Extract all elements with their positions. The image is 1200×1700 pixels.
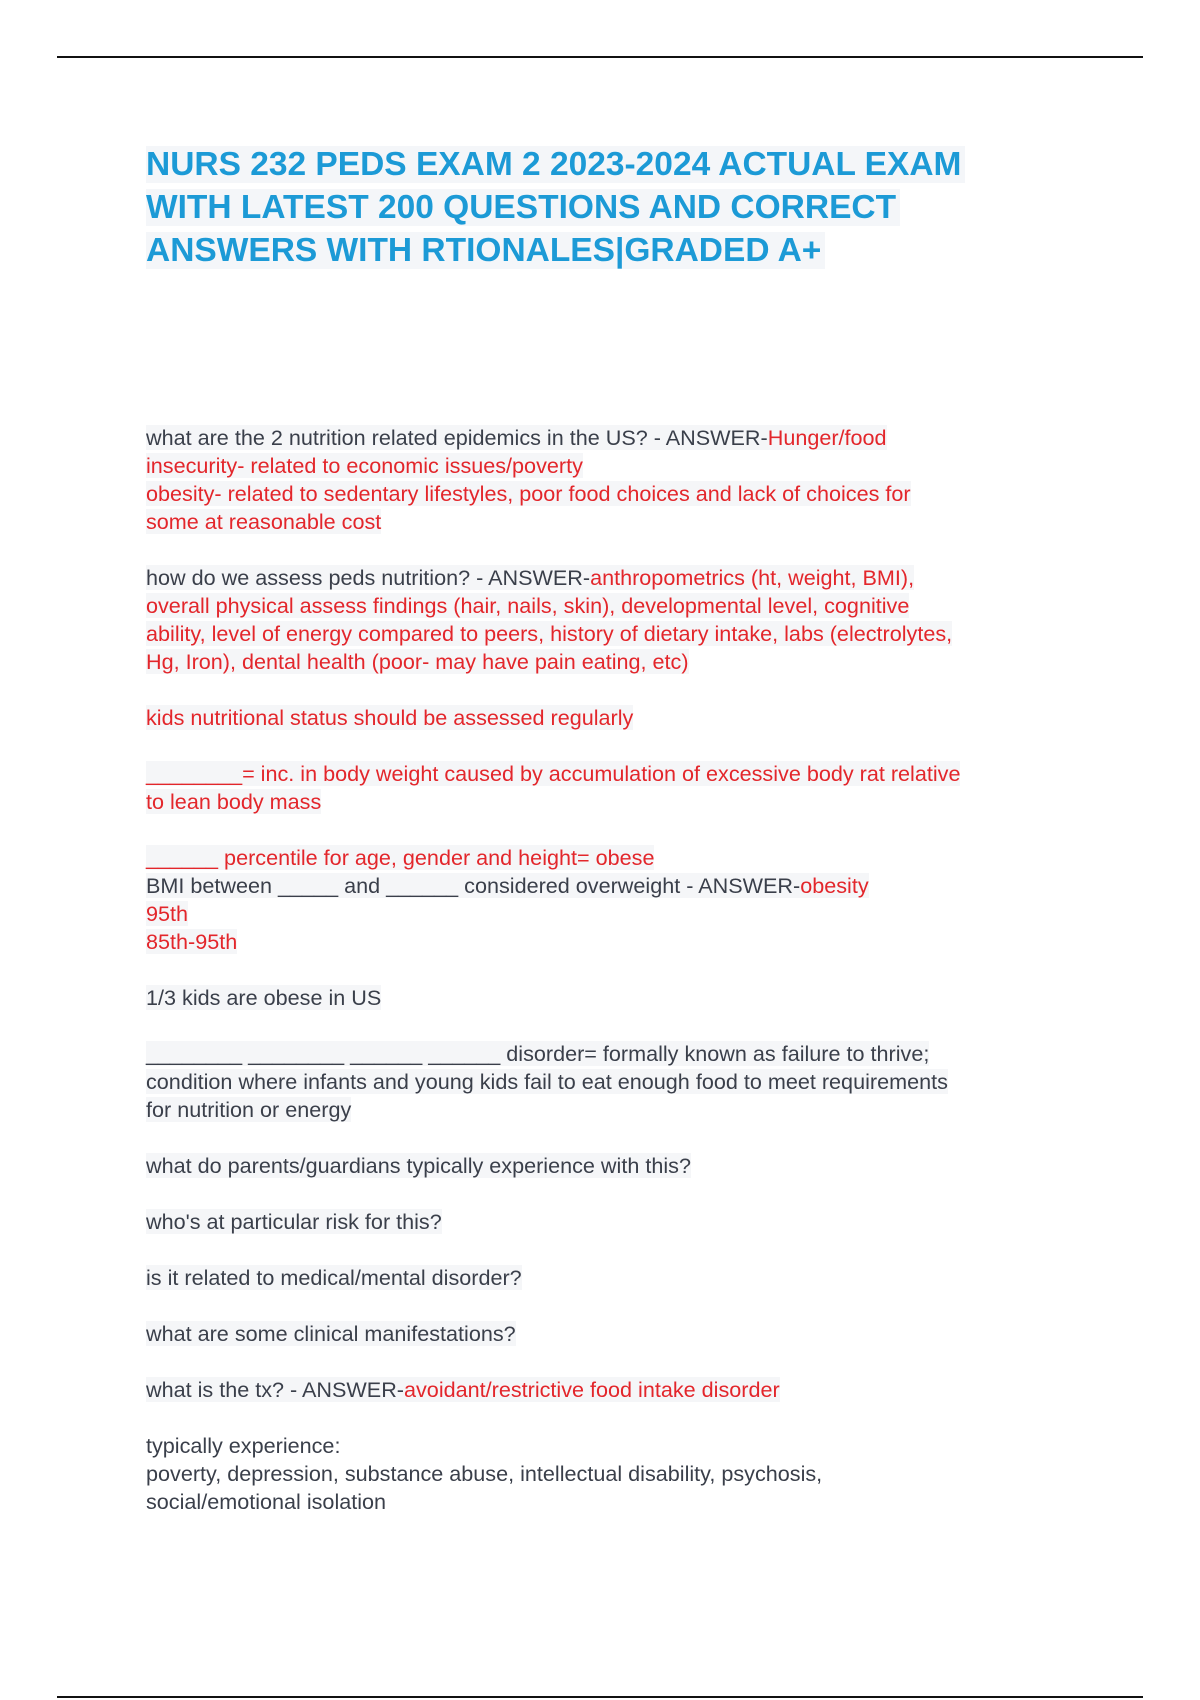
note-assessed-regularly: kids nutritional status should be assessed regularly <box>146 705 634 730</box>
qa-assess-nutrition <box>146 564 1066 676</box>
answer-line: insecurity- related to economic issues/poverty <box>146 453 583 478</box>
qa-treatment <box>146 1376 1066 1404</box>
definition-obesity: ________= inc. in body weight caused by accumulation of excessive body rat relative to lean body mass <box>146 761 961 814</box>
question-parents-experience: what do parents/guardians typically experience with this? <box>146 1153 691 1178</box>
answer-line: overall physical assess findings (hair, nails, skin), developmental level, cognitive <box>146 593 910 618</box>
title-line: NURS 232 PEDS EXAM 2 2023-2024 ACTUAL EXAM <box>146 143 1046 186</box>
answer-text: obesity <box>800 873 869 898</box>
question-text: what are the 2 nutrition related epidemics in the US? - ANSWER- <box>146 425 768 450</box>
answer-line: some at reasonable cost <box>146 509 382 534</box>
question-disorder-related: is it related to medical/mental disorder? <box>146 1265 522 1290</box>
document-title <box>146 143 1046 272</box>
title-line: WITH LATEST 200 QUESTIONS AND CORRECT <box>146 186 1046 229</box>
answer-line: obesity- related to sedentary lifestyles, poor food choices and lack of choices for <box>146 481 911 506</box>
answer-text: Hunger/food <box>767 425 887 450</box>
definition-arfid: ________ ________ ______ ______ disorder= formally known as failure to thrive; condition where infants and young kids fail to eat enough food to meet requirements for nutrition or energy <box>146 1041 948 1122</box>
qa-bmi-percentile: ______ percentile for age, gender and height= obese BMI between _____ and ______ considered overweight - ANSWER-obesity 95th 85th-95th <box>146 844 1066 956</box>
answer-text: avoidant/restrictive food intake disorder <box>404 1377 780 1402</box>
question-risk: who's at particular risk for this? <box>146 1209 442 1234</box>
title-line: ANSWERS WITH RTIONALES|GRADED A+ <box>146 229 1046 272</box>
answer-line: ability, level of energy compared to peers, history of dietary intake, labs (electrolytes, <box>146 621 953 646</box>
question-manifestations: what are some clinical manifestations? <box>146 1321 516 1346</box>
question-text: how do we assess peds nutrition? - ANSWER- <box>146 565 591 590</box>
answer-line: Hg, Iron), dental health (poor- may have pain eating, etc) <box>146 649 689 674</box>
question-text: BMI between _____ and ______ considered overweight - ANSWER- <box>146 873 801 898</box>
footer-rule <box>57 1696 1143 1698</box>
answer-text: anthropometrics (ht, weight, BMI), <box>590 565 915 590</box>
header-rule <box>57 56 1143 58</box>
note-obese-kids: 1/3 kids are obese in US <box>146 985 382 1010</box>
question-text: what is the tx? - ANSWER- <box>146 1377 404 1402</box>
answer-line: 85th-95th <box>146 929 238 954</box>
qa-nutrition-epidemics <box>146 424 1066 536</box>
answer-line: 95th <box>146 901 189 926</box>
document-body <box>146 424 1066 1516</box>
typical-experience: typically experience: poverty, depression, substance abuse, intellectual disability, psychosis, social/emotional isolation <box>146 1433 823 1514</box>
